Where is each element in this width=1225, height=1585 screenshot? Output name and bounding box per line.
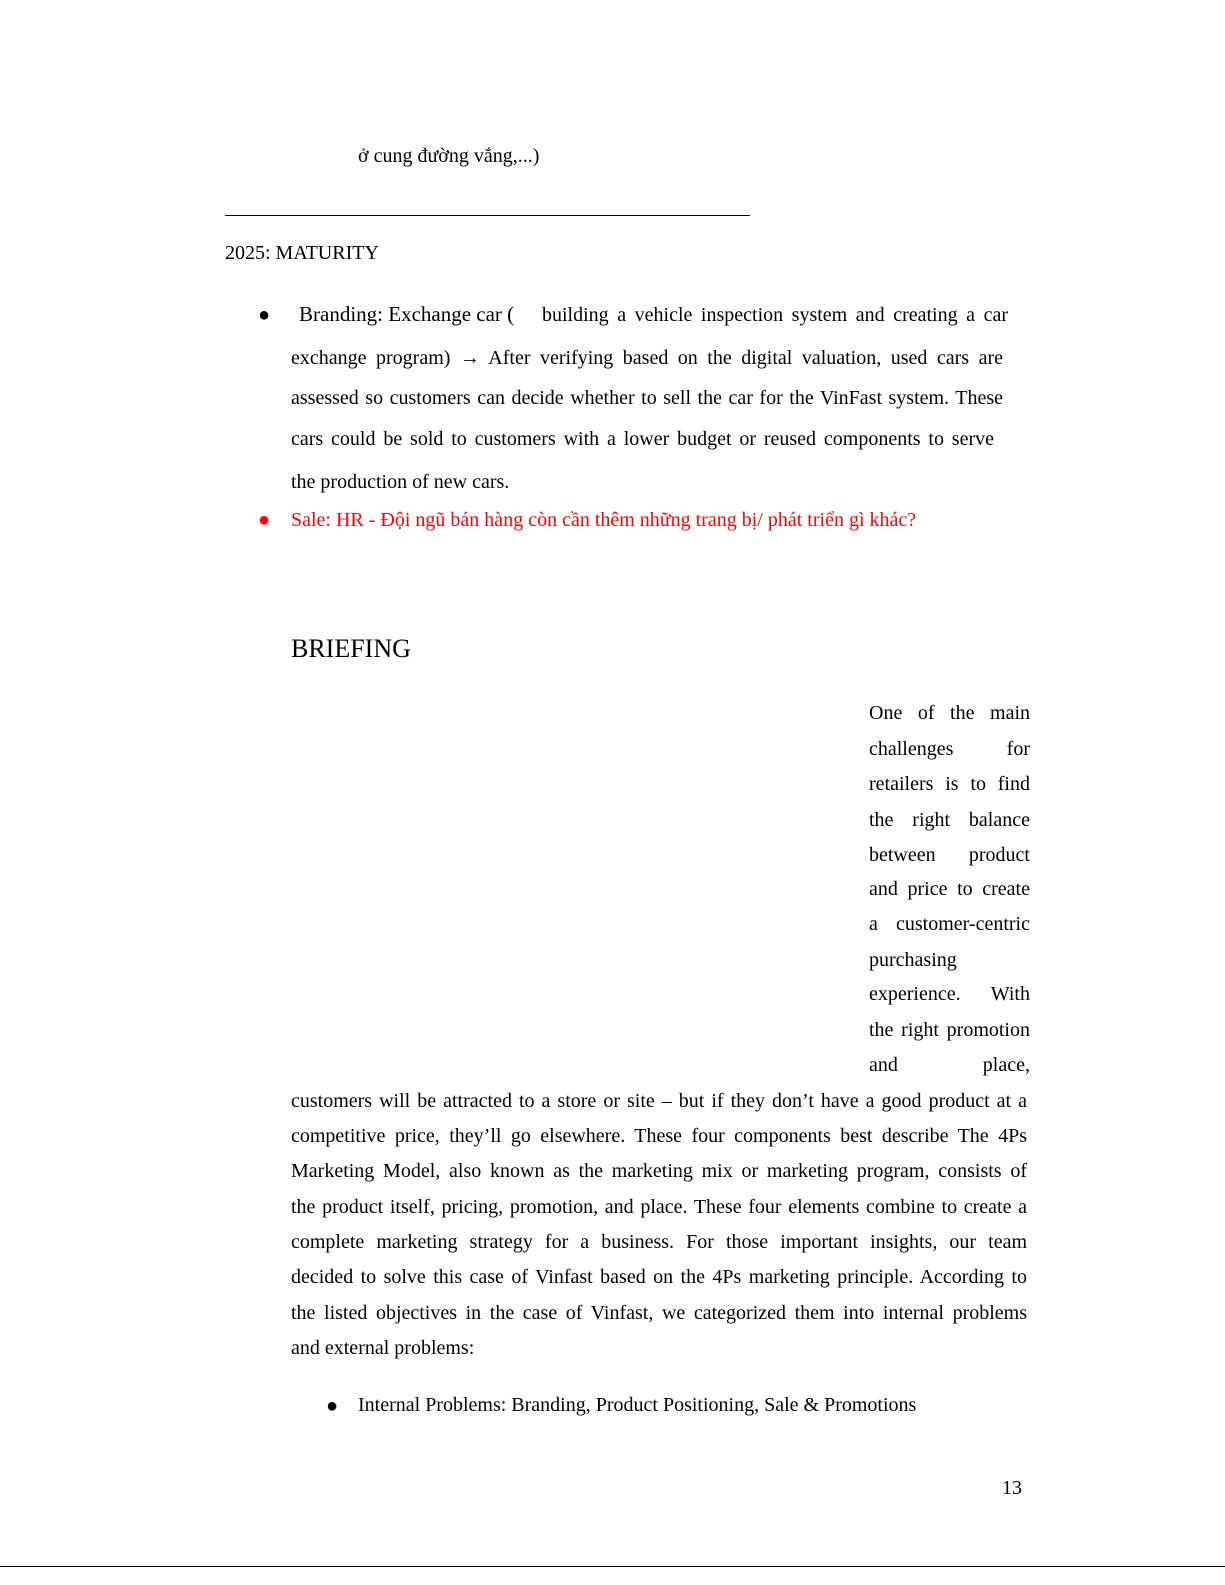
- bullet-dot: ●: [326, 1395, 339, 1417]
- briefing-column-line: One of the main: [869, 702, 1030, 724]
- briefing-column-line: the right promotion: [869, 1019, 1030, 1041]
- briefing-paragraph-line: competitive price, they’ll go elsewhere. These four components best describe The 4Ps: [291, 1125, 1027, 1147]
- internal-problems-text: Internal Problems: Branding, Product Positioning, Sale & Promotions: [358, 1394, 917, 1416]
- branding-lead: Branding: Exchange car (: [299, 302, 515, 326]
- continuation-text: ở cung đường vắng,...): [358, 145, 540, 167]
- briefing-column-line: between product: [869, 844, 1030, 866]
- briefing-paragraph-line: complete marketing strategy for a business. For those important insights, our team: [291, 1231, 1027, 1253]
- branding-line-4: cars could be sold to customers with a lower budget or reused components to serve: [291, 428, 994, 450]
- briefing-column-line: and place,: [869, 1054, 1030, 1076]
- briefing-column-line: challenges for: [869, 738, 1030, 760]
- page-number: 13: [1002, 1477, 1022, 1499]
- briefing-paragraph-line: the listed objectives in the case of Vinfast, we categorized them into internal problems: [291, 1302, 1027, 1324]
- briefing-paragraph-line: Marketing Model, also known as the marketing mix or marketing program, consists of: [291, 1160, 1027, 1182]
- briefing-paragraph-line: decided to solve this case of Vinfast based on the 4Ps marketing principle. According to: [291, 1266, 1027, 1288]
- briefing-column-line: purchasing: [869, 949, 957, 971]
- sale-bullet-text: Sale: HR - Đội ngũ bán hàng còn cần thêm những trang bị/ phát triển gì khác?: [291, 509, 917, 531]
- briefing-paragraph-line: customers will be attracted to a store or site – but if they don’t have a good product at a: [291, 1090, 1027, 1112]
- briefing-column-line: retailers is to find: [869, 773, 1030, 795]
- branding-line-2: exchange program) → After verifying based on the digital valuation, used cars are: [291, 347, 1003, 369]
- briefing-paragraph-line: the product itself, pricing, promotion, and place. These four elements combine to create a: [291, 1196, 1027, 1218]
- briefing-column-line: and price to create: [869, 878, 1030, 900]
- page-bottom-edge: [0, 1566, 1225, 1567]
- bullet-dot: ●: [258, 304, 271, 326]
- branding-line-5: the production of new cars.: [291, 471, 510, 493]
- branding-line-3: assessed so customers can decide whether to sell the car for the VinFast system. These: [291, 387, 1003, 409]
- branding-line-1: building a vehicle inspection system and creating a car: [542, 304, 1008, 326]
- briefing-column-line: the right balance: [869, 809, 1030, 831]
- briefing-column-line: experience. With: [869, 983, 1030, 1005]
- briefing-column-line: a customer-centric: [869, 913, 1030, 935]
- briefing-paragraph-line: and external problems:: [291, 1337, 475, 1359]
- briefing-heading: BRIEFING: [291, 634, 411, 663]
- section-heading-maturity: 2025: MATURITY: [225, 242, 379, 264]
- section-divider: [225, 215, 750, 216]
- bullet-dot: ●: [258, 509, 271, 531]
